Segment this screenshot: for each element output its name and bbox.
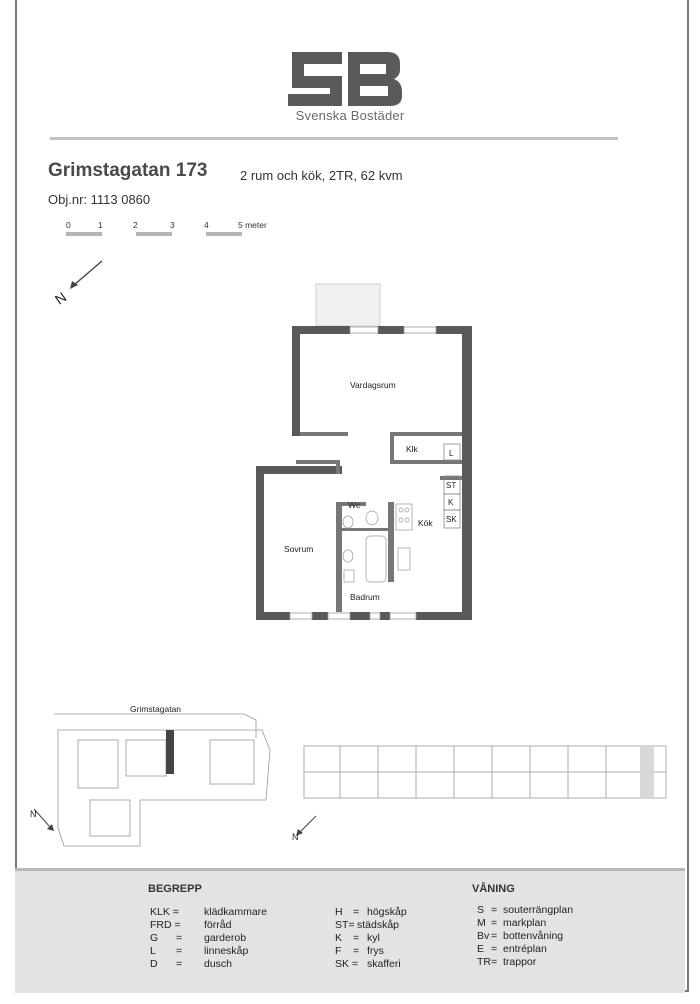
legend-term: SK = skafferi (335, 958, 401, 970)
site-outline (54, 714, 270, 846)
scale-label-3: 3 (170, 220, 175, 230)
scale-segment (206, 232, 242, 236)
legend-term: D = dusch (150, 958, 233, 970)
scale-segment (136, 232, 172, 236)
room-label-kok: Kök (418, 518, 433, 528)
interior-walls (296, 432, 462, 612)
legend-term: H = högskåp (335, 906, 407, 918)
scale-label-1: 1 (98, 220, 103, 230)
elevation-north-arrow-icon (288, 812, 324, 842)
room-label-k: K (448, 498, 454, 507)
room-label-badrum: Badrum (350, 592, 380, 602)
legend-footer (15, 868, 685, 993)
object-number: Obj.nr: 1113 0860 (48, 192, 151, 207)
brand-name: Svenska Bostäder (295, 108, 405, 123)
scale-segment (66, 232, 102, 236)
scale-label-5: 5 meter (238, 220, 267, 230)
legend-term: K = kyl (335, 932, 380, 944)
room-label-l: L (449, 449, 454, 458)
legend-floor: TR= trappor (477, 956, 537, 968)
logo-s-shape (288, 52, 342, 106)
room-label-sk: SK (446, 515, 457, 524)
bathroom-fixtures (343, 511, 386, 582)
legend-term: KLK = klädkammare (150, 906, 268, 918)
street-label: Grimstagatan (130, 704, 182, 714)
balcony (316, 284, 380, 326)
terms-heading: BEGREPP (148, 883, 202, 895)
legend-term: G = garderob (150, 932, 247, 944)
room-label-wc: Wc (348, 500, 361, 510)
header-divider (50, 137, 618, 140)
legend-term: L = linneskåp (150, 945, 249, 957)
floors-heading: VÅNING (472, 883, 515, 895)
legend-term: F = frys (335, 945, 384, 957)
site-north-label: N (30, 809, 37, 819)
legend-term: FRD = förråd (150, 919, 232, 931)
scale-label-2: 2 (133, 220, 138, 230)
building-highlight (166, 730, 174, 774)
elevation-north-label: N (292, 832, 299, 842)
scale-label-0: 0 (66, 220, 71, 230)
legend-floor: M = markplan (477, 917, 547, 929)
scale-bar (48, 220, 288, 242)
apartment-location-highlight (640, 746, 654, 798)
logo-b-shape (348, 52, 402, 106)
exterior-walls (256, 326, 472, 620)
kitchen-fixtures (396, 504, 412, 570)
building-floor-diagram (300, 740, 670, 800)
legend-floor: S = souterrängplan (477, 904, 574, 916)
legend-term: ST= städskåp (335, 919, 400, 931)
room-label-klk: Klk (406, 444, 418, 454)
scale-label-4: 4 (204, 220, 209, 230)
site-north-arrow-icon (28, 805, 68, 835)
room-label-sovrum: Sovrum (284, 544, 314, 554)
room-label-st: ST (446, 481, 457, 490)
room-label-vardagsrum: Vardagsrum (350, 380, 396, 390)
address-title: Grimstagatan 173 (48, 160, 208, 181)
site-plan (30, 700, 290, 860)
north-arrow-icon (48, 255, 110, 310)
apartment-summary: 2 rum och kök, 2TR, 62 kvm (240, 168, 403, 183)
legend-floor: Bv = bottenvåning (477, 930, 564, 942)
legend-floor: E = entréplan (477, 943, 547, 955)
north-label: N (51, 288, 70, 308)
floor-plan (240, 280, 480, 625)
